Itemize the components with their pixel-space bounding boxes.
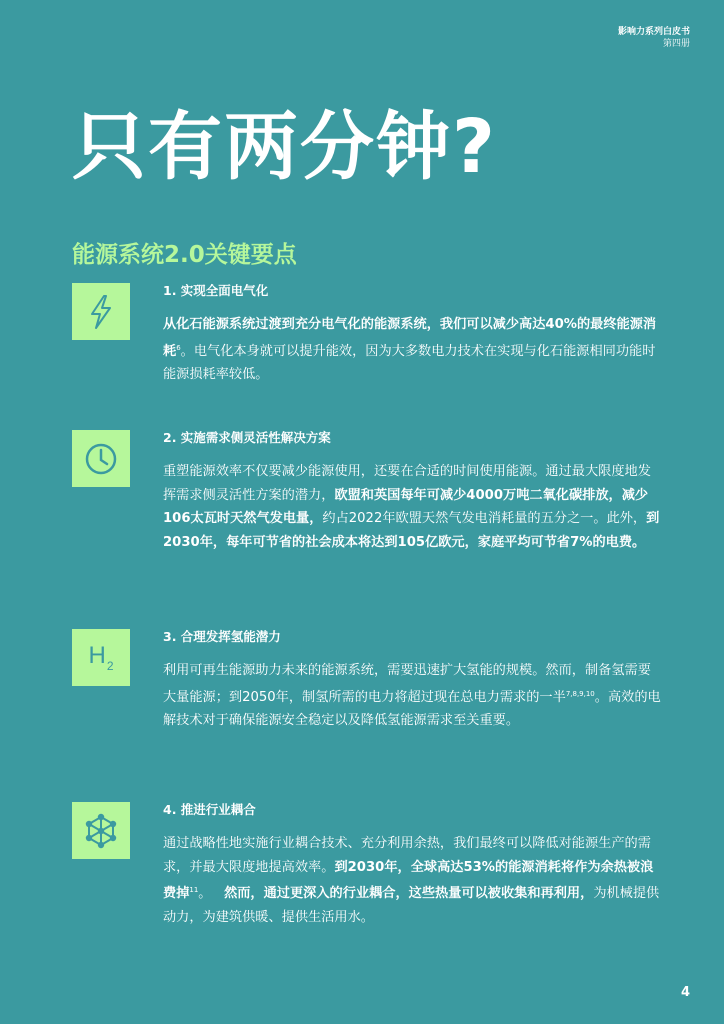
key-point-title: 1. 实现全面电气化 bbox=[163, 283, 269, 298]
page-number: 4 bbox=[680, 985, 690, 1000]
volume-label: 第四册 bbox=[662, 39, 690, 49]
key-point-text: 从化石能源系统过渡到充分电气化的能源系统，我们可以减少高达40%的最终能源消耗$^6$。电气化本身就可以提升能效，因为大多数电力技术在实现与化石能源相同功能时能源损耗率较低。 bbox=[163, 317, 657, 382]
hydrogen-icon: $H_2$ bbox=[72, 629, 130, 686]
page-title: 只有两分钟? bbox=[72, 104, 497, 190]
lightning-icon bbox=[72, 283, 130, 340]
clock-icon bbox=[72, 430, 130, 487]
key-point-title: 2. 实施需求侧灵活性解决方案 bbox=[163, 430, 331, 445]
key-point-text: 通过战略性地实施行业耦合技术、充分利用余热，我们最终可以降低对能源生产的需求，并最大限度地提高效率。到2030年，全球高达53%的能源消耗将作为余热被浪费掉$^{11}$。 然而，通过更深入的行业耦合，这些热量可以被收集和再利用，为机械提供动力，为建筑供暖、提供生活用水。 bbox=[163, 836, 660, 925]
key-point-text: 利用可再生能源助力未来的能源系统，需要迅速扩大氢能的规模。然而，制备氢需要大量能源；到2050年，制氢所需的电力将超过现在总电力需求的一半$^{7,8,9,10}$。高效的电解技术对于确保能源安全稳定以及降低氢能源需求至关重要。 bbox=[163, 663, 661, 728]
section-subtitle: 能源系统2.0关键要点 bbox=[72, 242, 297, 268]
key-point-text: 重塑能源效率不仅要减少能源使用，还要在合适的时间使用能源。通过最大限度地发挥需求侧灵活性方案的潜力，欧盟和英国每年可减少4000万吨二氧化碳排放，减少106太瓦时天然气发电量，约占2022年欧盟天然气发电消耗量的五分之一。此外，到2030年，每年可节省的社会成本将达到105亿欧元，家庭平均可节省7%的电费。 bbox=[163, 464, 660, 550]
page-header bbox=[618, 26, 690, 50]
key-point-title: 3. 合理发挥氢能潜力 bbox=[163, 629, 281, 644]
key-point-title: 4. 推进行业耦合 bbox=[163, 802, 256, 817]
network-icon bbox=[72, 802, 130, 859]
series-title: 影响力系列白皮书 bbox=[617, 27, 690, 37]
